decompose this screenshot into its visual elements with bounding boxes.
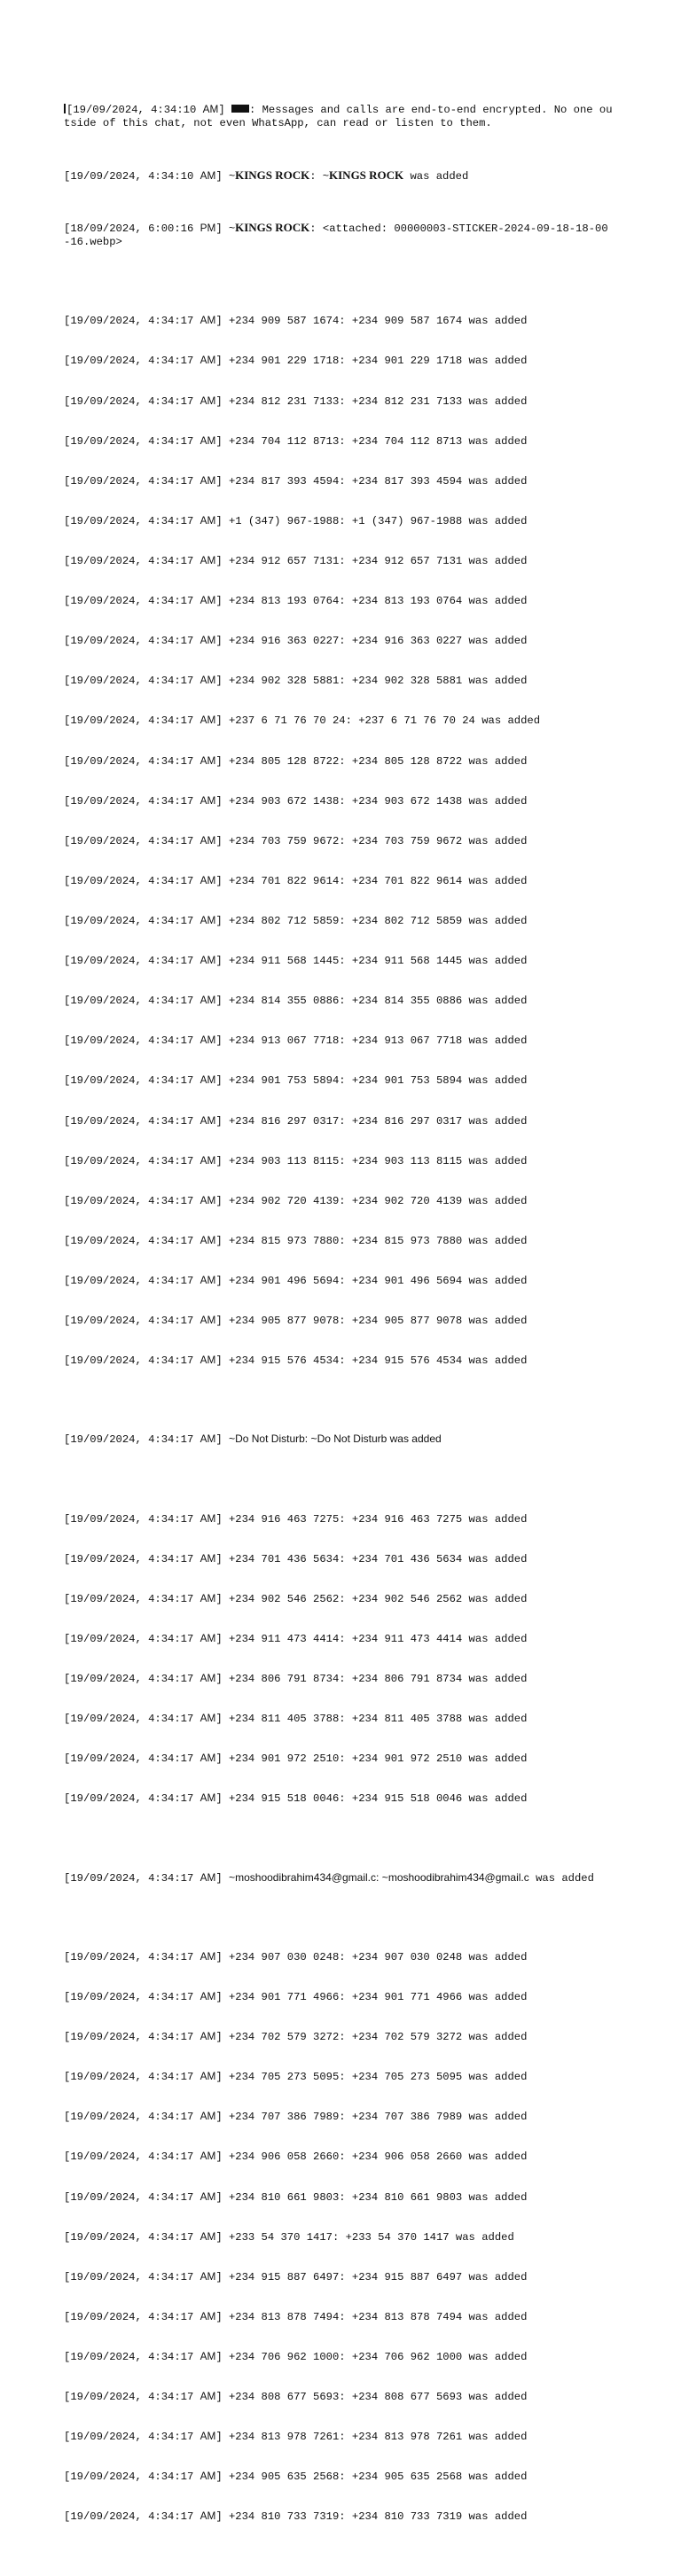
timestamp-bracket: ] (218, 104, 225, 117)
event-text: +234 817 393 4594: +234 817 393 4594 was added (222, 474, 528, 488)
timestamp-ampm: AM (200, 2110, 216, 2123)
event-text: +234 915 576 4534: +234 915 576 4534 was added (222, 1354, 528, 1368)
timestamp: [19/09/2024, 4:34:17 (64, 2471, 194, 2484)
timestamp-bracket: ] (215, 1990, 223, 2003)
timestamp-bracket: ] (215, 434, 223, 448)
timestamp-bracket: ] (215, 1871, 223, 1885)
timestamp: [19/09/2024, 4:34:17 (64, 1274, 194, 1287)
timestamp: [19/09/2024, 4:34:17 (64, 955, 194, 968)
timestamp: [19/09/2024, 4:34:17 (64, 1034, 194, 1048)
timestamp-ampm: AM (200, 634, 216, 647)
event-text: +234 814 355 0886: +234 814 355 0886 was added (222, 995, 528, 1008)
member-added-line (64, 1871, 614, 1885)
timestamp-bracket: ] (215, 1752, 223, 1766)
event-text: +234 915 887 6497: +234 915 887 6497 was added (222, 2270, 528, 2283)
timestamp: [19/09/2024, 4:34:17 (64, 315, 194, 328)
timestamp-bracket: ] (215, 514, 223, 527)
timestamp: [19/09/2024, 4:34:17 (64, 514, 194, 527)
timestamp-bracket: ] (215, 635, 223, 648)
timestamp: [19/09/2024, 4:34:17 (64, 2310, 194, 2323)
timestamp: [19/09/2024, 4:34:10 (64, 169, 194, 183)
timestamp-bracket: ] (215, 1114, 223, 1128)
timestamp: [19/09/2024, 4:34:17 (64, 555, 194, 568)
event-text: +234 901 229 1718: +234 901 229 1718 was added (222, 355, 528, 368)
member-added-line (64, 1432, 614, 1447)
member-added-line (64, 954, 614, 968)
timestamp-ampm: AM (200, 2030, 216, 2043)
member-name: KINGS ROCK (329, 168, 404, 182)
name-tilde: ~ (228, 168, 236, 182)
timestamp-ampm: AM (200, 1591, 216, 1604)
member-added-line (64, 914, 614, 928)
event-text: +234 913 067 7718: +234 913 067 7718 was added (222, 1034, 528, 1048)
timestamp-bracket: ] (215, 1552, 223, 1565)
timestamp-bracket: ] (215, 595, 223, 608)
event-text: +234 805 128 8722: +234 805 128 8722 was added (222, 754, 528, 768)
timestamp: [19/09/2024, 4:34:17 (64, 1792, 194, 1806)
timestamp-ampm: AM (200, 1870, 216, 1884)
timestamp-bracket: ] (215, 675, 223, 688)
timestamp-ampm: AM (200, 2309, 216, 2322)
timestamp: [19/09/2024, 4:34:17 (64, 635, 194, 648)
member-added-line (64, 1632, 614, 1646)
timestamp-bracket: ] (215, 2431, 223, 2444)
chat-export-document (64, 64, 614, 2576)
event-text: +234 703 759 9672: +234 703 759 9672 was added (222, 834, 528, 847)
timestamp: [19/09/2024, 4:34:17 (64, 1990, 194, 2003)
member-added-list-3 (64, 1924, 614, 2549)
timestamp: [19/09/2024, 4:34:17 (64, 2230, 194, 2244)
timestamp: [19/09/2024, 4:34:17 (64, 754, 194, 768)
event-text: +1 (347) 967-1988: +1 (347) 967-1988 was added (222, 514, 528, 527)
timestamp-bracket: ] (215, 714, 223, 728)
member-added-line (64, 1672, 614, 1686)
timestamp: [19/09/2024, 4:34:17 (64, 834, 194, 847)
timestamp: [19/09/2024, 4:34:17 (64, 794, 194, 808)
timestamp-bracket: ] (215, 1315, 223, 1328)
name-tilde: ~ (228, 222, 236, 235)
separator: : (309, 169, 323, 183)
event-text: +234 907 030 0248: +234 907 030 0248 was added (222, 1950, 528, 1963)
event-text: +234 903 113 8115: +234 903 113 8115 was added (222, 1154, 528, 1167)
timestamp-bracket: ] (215, 2111, 223, 2124)
timestamp-ampm: AM (200, 994, 216, 1007)
timestamp-bracket: ] (215, 1433, 223, 1447)
event-text: was added (387, 1432, 442, 1446)
member-added-line (64, 994, 614, 1008)
timestamp-ampm: AM (200, 1314, 216, 1327)
timestamp-ampm: AM (200, 1989, 216, 2002)
timestamp: [19/09/2024, 4:34:17 (64, 915, 194, 927)
timestamp-ampm: AM (200, 1113, 216, 1127)
member-added-line (64, 2430, 614, 2444)
member-added-line (64, 2110, 614, 2124)
event-text: +234 802 712 5859: +234 802 712 5859 was added (222, 915, 528, 927)
timestamp-ampm: AM (200, 168, 216, 182)
timestamp-ampm: AM (200, 513, 216, 527)
timestamp-bracket: ] (215, 955, 223, 968)
timestamp-ampm: AM (200, 1791, 216, 1805)
timestamp-bracket: ] (215, 2230, 223, 2244)
timestamp-bracket: ] (215, 1713, 223, 1726)
member-added-line (64, 314, 614, 328)
timestamp-ampm: AM (200, 594, 216, 607)
timestamp: [19/09/2024, 4:34:17 (64, 2151, 194, 2164)
timestamp: [19/09/2024, 4:34:17 (64, 1871, 194, 1885)
event-text: +234 901 496 5694: +234 901 496 5694 was added (222, 1274, 528, 1287)
timestamp: [19/09/2024, 4:34:17 (64, 2190, 194, 2204)
timestamp-bracket: ] (215, 2190, 223, 2204)
member-added-line (64, 554, 614, 568)
event-text: +234 806 791 8734: +234 806 791 8734 was added (222, 1673, 528, 1686)
attachment-text: : <attached: 00000003-STICKER-2024-09-18-18-00-16.webp> (64, 222, 608, 249)
member-added-line (64, 354, 614, 368)
timestamp-bracket: ] (215, 2350, 223, 2363)
member-added-line (64, 2230, 614, 2244)
timestamp-ampm: AM (200, 1672, 216, 1685)
timestamp-bracket: ] (215, 474, 223, 488)
sender-name: KINGS ROCK (235, 168, 310, 182)
timestamp-ampm: AM (200, 873, 216, 886)
timestamp-ampm: AM (200, 2229, 216, 2243)
timestamp: [18/09/2024, 6:00:16 (64, 222, 194, 236)
timestamp-ampm: AM (200, 1233, 216, 1246)
separator: : (304, 1432, 311, 1446)
timestamp: [19/09/2024, 4:34:17 (64, 1433, 194, 1447)
event-text: +234 911 473 4414: +234 911 473 4414 was added (222, 1632, 528, 1645)
name-tilde: ~ (322, 168, 330, 182)
event-text: +234 916 463 7275: +234 916 463 7275 was added (222, 1512, 528, 1526)
event-text: +234 704 112 8713: +234 704 112 8713 was added (222, 434, 528, 448)
member-added-line (64, 2070, 614, 2084)
member-added-line (64, 2150, 614, 2164)
member-added-line (64, 1552, 614, 1566)
timestamp-ampm: AM (200, 2070, 216, 2083)
encryption-notice-line (64, 103, 614, 129)
timestamp: [19/09/2024, 4:34:17 (64, 394, 194, 408)
member-added-line (64, 394, 614, 409)
timestamp: [19/09/2024, 4:34:17 (64, 1512, 194, 1526)
timestamp: [19/09/2024, 4:34:17 (64, 1713, 194, 1726)
event-text: +234 705 273 5095: +234 705 273 5095 was added (222, 2071, 528, 2084)
member-added-line (64, 1154, 614, 1168)
event-text: +234 701 436 5634: +234 701 436 5634 was added (222, 1552, 528, 1565)
timestamp-ampm: AM (200, 2510, 216, 2523)
member-added-line (64, 1114, 614, 1128)
timestamp-bracket: ] (215, 222, 223, 236)
timestamp: [19/09/2024, 4:34:17 (64, 2350, 194, 2363)
event-text: +234 902 720 4139: +234 902 720 4139 was added (222, 1194, 528, 1207)
timestamp-ampm: AM (200, 1073, 216, 1087)
member-added-line (64, 714, 614, 728)
timestamp: [19/09/2024, 4:34:17 (64, 1194, 194, 1207)
member-added-line (64, 1512, 614, 1526)
timestamp: [19/09/2024, 4:34:17 (64, 2111, 194, 2124)
timestamp-ampm: AM (200, 1153, 216, 1167)
timestamp-bracket: ] (215, 2071, 223, 2084)
event-text: +233 54 370 1417: +233 54 370 1417 was added (222, 2230, 514, 2244)
event-text: +234 813 193 0764: +234 813 193 0764 was added (222, 595, 528, 608)
timestamp-ampm: AM (200, 1949, 216, 1963)
event-text: +234 813 978 7261: +234 813 978 7261 was added (222, 2431, 528, 2444)
timestamp-bracket: ] (215, 1512, 223, 1526)
timestamp-bracket: ] (215, 1632, 223, 1645)
timestamp: [19/09/2024, 4:34:17 (64, 1752, 194, 1766)
timestamp-ampm: AM (200, 1631, 216, 1644)
timestamp-bracket: ] (215, 2510, 223, 2524)
member-added-line (64, 169, 614, 183)
timestamp-bracket: ] (215, 754, 223, 768)
member-added-line (64, 1234, 614, 1248)
timestamp-bracket: ] (215, 1592, 223, 1605)
event-text: +234 808 677 5693: +234 808 677 5693 was added (222, 2391, 528, 2404)
timestamp-ampm: AM (200, 833, 216, 847)
event-text: +234 906 058 2660: +234 906 058 2660 was added (222, 2151, 528, 2164)
timestamp: [19/09/2024, 4:34:10 (67, 104, 197, 117)
event-text: +234 901 972 2510: +234 901 972 2510 was added (222, 1752, 528, 1766)
timestamp-ampm: AM (200, 1432, 216, 1446)
timestamp-ampm: AM (200, 433, 216, 447)
timestamp-bracket: ] (215, 1034, 223, 1048)
member-name: Do Not Disturb (317, 1432, 387, 1446)
timestamp-bracket: ] (215, 1792, 223, 1806)
timestamp-bracket: ] (215, 1154, 223, 1167)
event-text: +234 909 587 1674: +234 909 587 1674 was added (222, 315, 528, 328)
timestamp: [19/09/2024, 4:34:17 (64, 2510, 194, 2524)
timestamp-ampm: PM (200, 222, 216, 235)
event-text: was added (403, 169, 469, 183)
name-tilde: ~ (228, 1870, 236, 1884)
event-text: +234 816 297 0317: +234 816 297 0317 was added (222, 1114, 528, 1128)
event-text: +234 701 822 9614: +234 701 822 9614 was added (222, 874, 528, 887)
timestamp-ampm: AM (200, 1712, 216, 1725)
name-tilde: ~ (310, 1432, 317, 1446)
encryption-notice-text: : Messages and calls are end-to-end encrypted. No one outside of this chat, not even WhatsApp, can read or listen to them. (64, 104, 613, 129)
event-text: +234 811 405 3788: +234 811 405 3788 was added (222, 1713, 528, 1726)
member-added-line (64, 2190, 614, 2205)
timestamp: [19/09/2024, 4:34:17 (64, 1354, 194, 1368)
event-text: +234 707 386 7989: +234 707 386 7989 was added (222, 2111, 528, 2124)
timestamp-ampm: AM (200, 2349, 216, 2362)
member-added-line (64, 1950, 614, 1964)
timestamp: [19/09/2024, 4:34:17 (64, 1552, 194, 1565)
timestamp: [19/09/2024, 4:34:17 (64, 1234, 194, 1247)
member-added-line (64, 2270, 614, 2284)
member-added-line (64, 754, 614, 769)
event-text: +234 702 579 3272: +234 702 579 3272 was added (222, 2031, 528, 2044)
timestamp-bracket: ] (215, 995, 223, 1008)
event-text: +234 902 546 2562: +234 902 546 2562 was added (222, 1592, 528, 1605)
member-added-line (64, 1990, 614, 2004)
sticker-message-line (64, 222, 614, 248)
member-added-line (64, 2030, 614, 2044)
event-text: +234 911 568 1445: +234 911 568 1445 was added (222, 955, 528, 968)
timestamp: [19/09/2024, 4:34:17 (64, 1950, 194, 1963)
timestamp-ampm: AM (200, 1752, 216, 1765)
event-text: +234 903 672 1438: +234 903 672 1438 was added (222, 794, 528, 808)
member-added-line (64, 834, 614, 848)
member-added-line (64, 2390, 614, 2404)
event-text: +234 912 657 7131: +234 912 657 7131 was added (222, 555, 528, 568)
sender-name: moshoodibrahim434@gmail.c (235, 1870, 377, 1884)
timestamp-ampm: AM (200, 314, 216, 327)
member-added-line (64, 1592, 614, 1606)
member-added-line (64, 1194, 614, 1208)
member-added-line (64, 1791, 614, 1806)
event-text: +237 6 71 76 70 24: +237 6 71 76 70 24 was added (222, 714, 541, 728)
text-direction-mark (64, 104, 66, 113)
timestamp-bracket: ] (215, 2310, 223, 2323)
timestamp-ampm: AM (202, 103, 219, 116)
member-added-line (64, 1314, 614, 1328)
timestamp-ampm: AM (200, 2390, 216, 2403)
timestamp: [19/09/2024, 4:34:17 (64, 355, 194, 368)
timestamp-bracket: ] (215, 2471, 223, 2484)
timestamp-bracket: ] (215, 315, 223, 328)
timestamp-ampm: AM (200, 793, 216, 807)
timestamp-bracket: ] (215, 834, 223, 847)
member-added-line (64, 1073, 614, 1088)
event-text: +234 905 877 9078: +234 905 877 9078 was added (222, 1315, 528, 1328)
redacted-sender-name (231, 105, 249, 113)
member-added-line (64, 874, 614, 888)
timestamp: [19/09/2024, 4:34:17 (64, 434, 194, 448)
member-added-line (64, 2350, 614, 2364)
timestamp: [19/09/2024, 4:34:17 (64, 595, 194, 608)
timestamp-ampm: AM (200, 1193, 216, 1206)
member-added-line (64, 1034, 614, 1048)
timestamp-ampm: AM (200, 674, 216, 687)
timestamp-bracket: ] (215, 874, 223, 887)
member-added-line (64, 434, 614, 449)
timestamp: [19/09/2024, 4:34:17 (64, 675, 194, 688)
timestamp: [19/09/2024, 4:34:17 (64, 1154, 194, 1167)
timestamp-ampm: AM (200, 1511, 216, 1525)
timestamp-bracket: ] (215, 1274, 223, 1287)
timestamp-bracket: ] (215, 355, 223, 368)
event-text: +234 915 518 0046: +234 915 518 0046 was added (222, 1792, 528, 1806)
member-added-line (64, 2310, 614, 2324)
timestamp: [19/09/2024, 4:34:17 (64, 2391, 194, 2404)
timestamp: [19/09/2024, 4:34:17 (64, 1592, 194, 1605)
timestamp-bracket: ] (215, 2391, 223, 2404)
event-text: +234 812 231 7133: +234 812 231 7133 was added (222, 394, 528, 408)
timestamp: [19/09/2024, 4:34:17 (64, 2031, 194, 2044)
timestamp: [19/09/2024, 4:34:17 (64, 474, 194, 488)
member-added-line (64, 594, 614, 608)
event-text: +234 813 878 7494: +234 813 878 7494 was added (222, 2310, 528, 2323)
timestamp-ampm: AM (200, 473, 216, 487)
timestamp-bracket: ] (215, 394, 223, 408)
timestamp-bracket: ] (215, 1950, 223, 1963)
member-added-line (64, 474, 614, 488)
timestamp-ampm: AM (200, 914, 216, 926)
timestamp-ampm: AM (200, 753, 216, 767)
timestamp-ampm: AM (200, 1354, 216, 1367)
event-text: +234 810 733 7319: +234 810 733 7319 was added (222, 2510, 528, 2524)
timestamp-bracket: ] (215, 1234, 223, 1247)
timestamp-ampm: AM (200, 394, 216, 407)
timestamp-bracket: ] (215, 1194, 223, 1207)
event-text: +234 815 973 7880: +234 815 973 7880 was added (222, 1234, 528, 1247)
timestamp: [19/09/2024, 4:34:17 (64, 874, 194, 887)
member-added-line (64, 674, 614, 688)
timestamp: [19/09/2024, 4:34:17 (64, 714, 194, 728)
event-text: +234 901 771 4966: +234 901 771 4966 was added (222, 1990, 528, 2003)
timestamp-ampm: AM (200, 2470, 216, 2483)
timestamp: [19/09/2024, 4:34:17 (64, 2071, 194, 2084)
timestamp-ampm: AM (200, 1034, 216, 1047)
member-added-line (64, 2470, 614, 2484)
timestamp-bracket: ] (215, 2031, 223, 2044)
member-added-line (64, 1354, 614, 1368)
timestamp-ampm: AM (200, 2190, 216, 2203)
timestamp-bracket: ] (215, 2270, 223, 2283)
timestamp: [19/09/2024, 4:34:17 (64, 995, 194, 1008)
event-text: +234 905 635 2568: +234 905 635 2568 was added (222, 2471, 528, 2484)
member-added-list-2 (64, 1486, 614, 1831)
event-text: +234 901 753 5894: +234 901 753 5894 was added (222, 1074, 528, 1088)
member-added-line (64, 1752, 614, 1766)
member-added-line (64, 794, 614, 808)
timestamp: [19/09/2024, 4:34:17 (64, 2270, 194, 2283)
member-added-line (64, 1712, 614, 1726)
timestamp: [19/09/2024, 4:34:17 (64, 1315, 194, 1328)
event-text: +234 916 363 0227: +234 916 363 0227 was added (222, 635, 528, 648)
timestamp-bracket: ] (215, 555, 223, 568)
timestamp: [19/09/2024, 4:34:17 (64, 2431, 194, 2444)
sender-name: KINGS ROCK (235, 221, 310, 235)
timestamp-bracket: ] (215, 1074, 223, 1088)
timestamp-bracket: ] (215, 794, 223, 808)
member-added-line (64, 634, 614, 648)
timestamp: [19/09/2024, 4:34:17 (64, 1114, 194, 1128)
member-added-line (64, 2510, 614, 2524)
timestamp-bracket: ] (215, 1673, 223, 1686)
timestamp-ampm: AM (200, 2430, 216, 2443)
timestamp-bracket: ] (215, 915, 223, 927)
name-tilde: ~ (381, 1870, 388, 1884)
timestamp-bracket: ] (215, 1354, 223, 1368)
timestamp: [19/09/2024, 4:34:17 (64, 1632, 194, 1645)
sender-name: Do Not Disturb (235, 1432, 305, 1446)
name-tilde: ~ (228, 1432, 236, 1446)
member-name: moshoodibrahim434@gmail.c (387, 1870, 529, 1884)
timestamp-ampm: AM (200, 1273, 216, 1286)
member-added-line (64, 514, 614, 528)
event-text: +234 706 962 1000: +234 706 962 1000 was added (222, 2350, 528, 2363)
member-added-line (64, 1274, 614, 1288)
timestamp-ampm: AM (200, 2269, 216, 2283)
separator: : (376, 1870, 382, 1884)
timestamp: [19/09/2024, 4:34:17 (64, 1673, 194, 1686)
timestamp-bracket: ] (215, 2151, 223, 2164)
timestamp-ampm: AM (200, 2150, 216, 2163)
event-text: was added (528, 1871, 594, 1885)
event-text: +234 810 661 9803: +234 810 661 9803 was added (222, 2190, 528, 2204)
timestamp-ampm: AM (200, 1551, 216, 1565)
timestamp-ampm: AM (200, 354, 216, 367)
timestamp-ampm: AM (200, 954, 216, 967)
member-added-list-1 (64, 288, 614, 1393)
timestamp-bracket: ] (215, 169, 223, 183)
timestamp: [19/09/2024, 4:34:17 (64, 1074, 194, 1088)
timestamp-ampm: AM (200, 554, 216, 567)
timestamp-ampm: AM (200, 714, 216, 727)
event-text: +234 902 328 5881: +234 902 328 5881 was added (222, 675, 528, 688)
